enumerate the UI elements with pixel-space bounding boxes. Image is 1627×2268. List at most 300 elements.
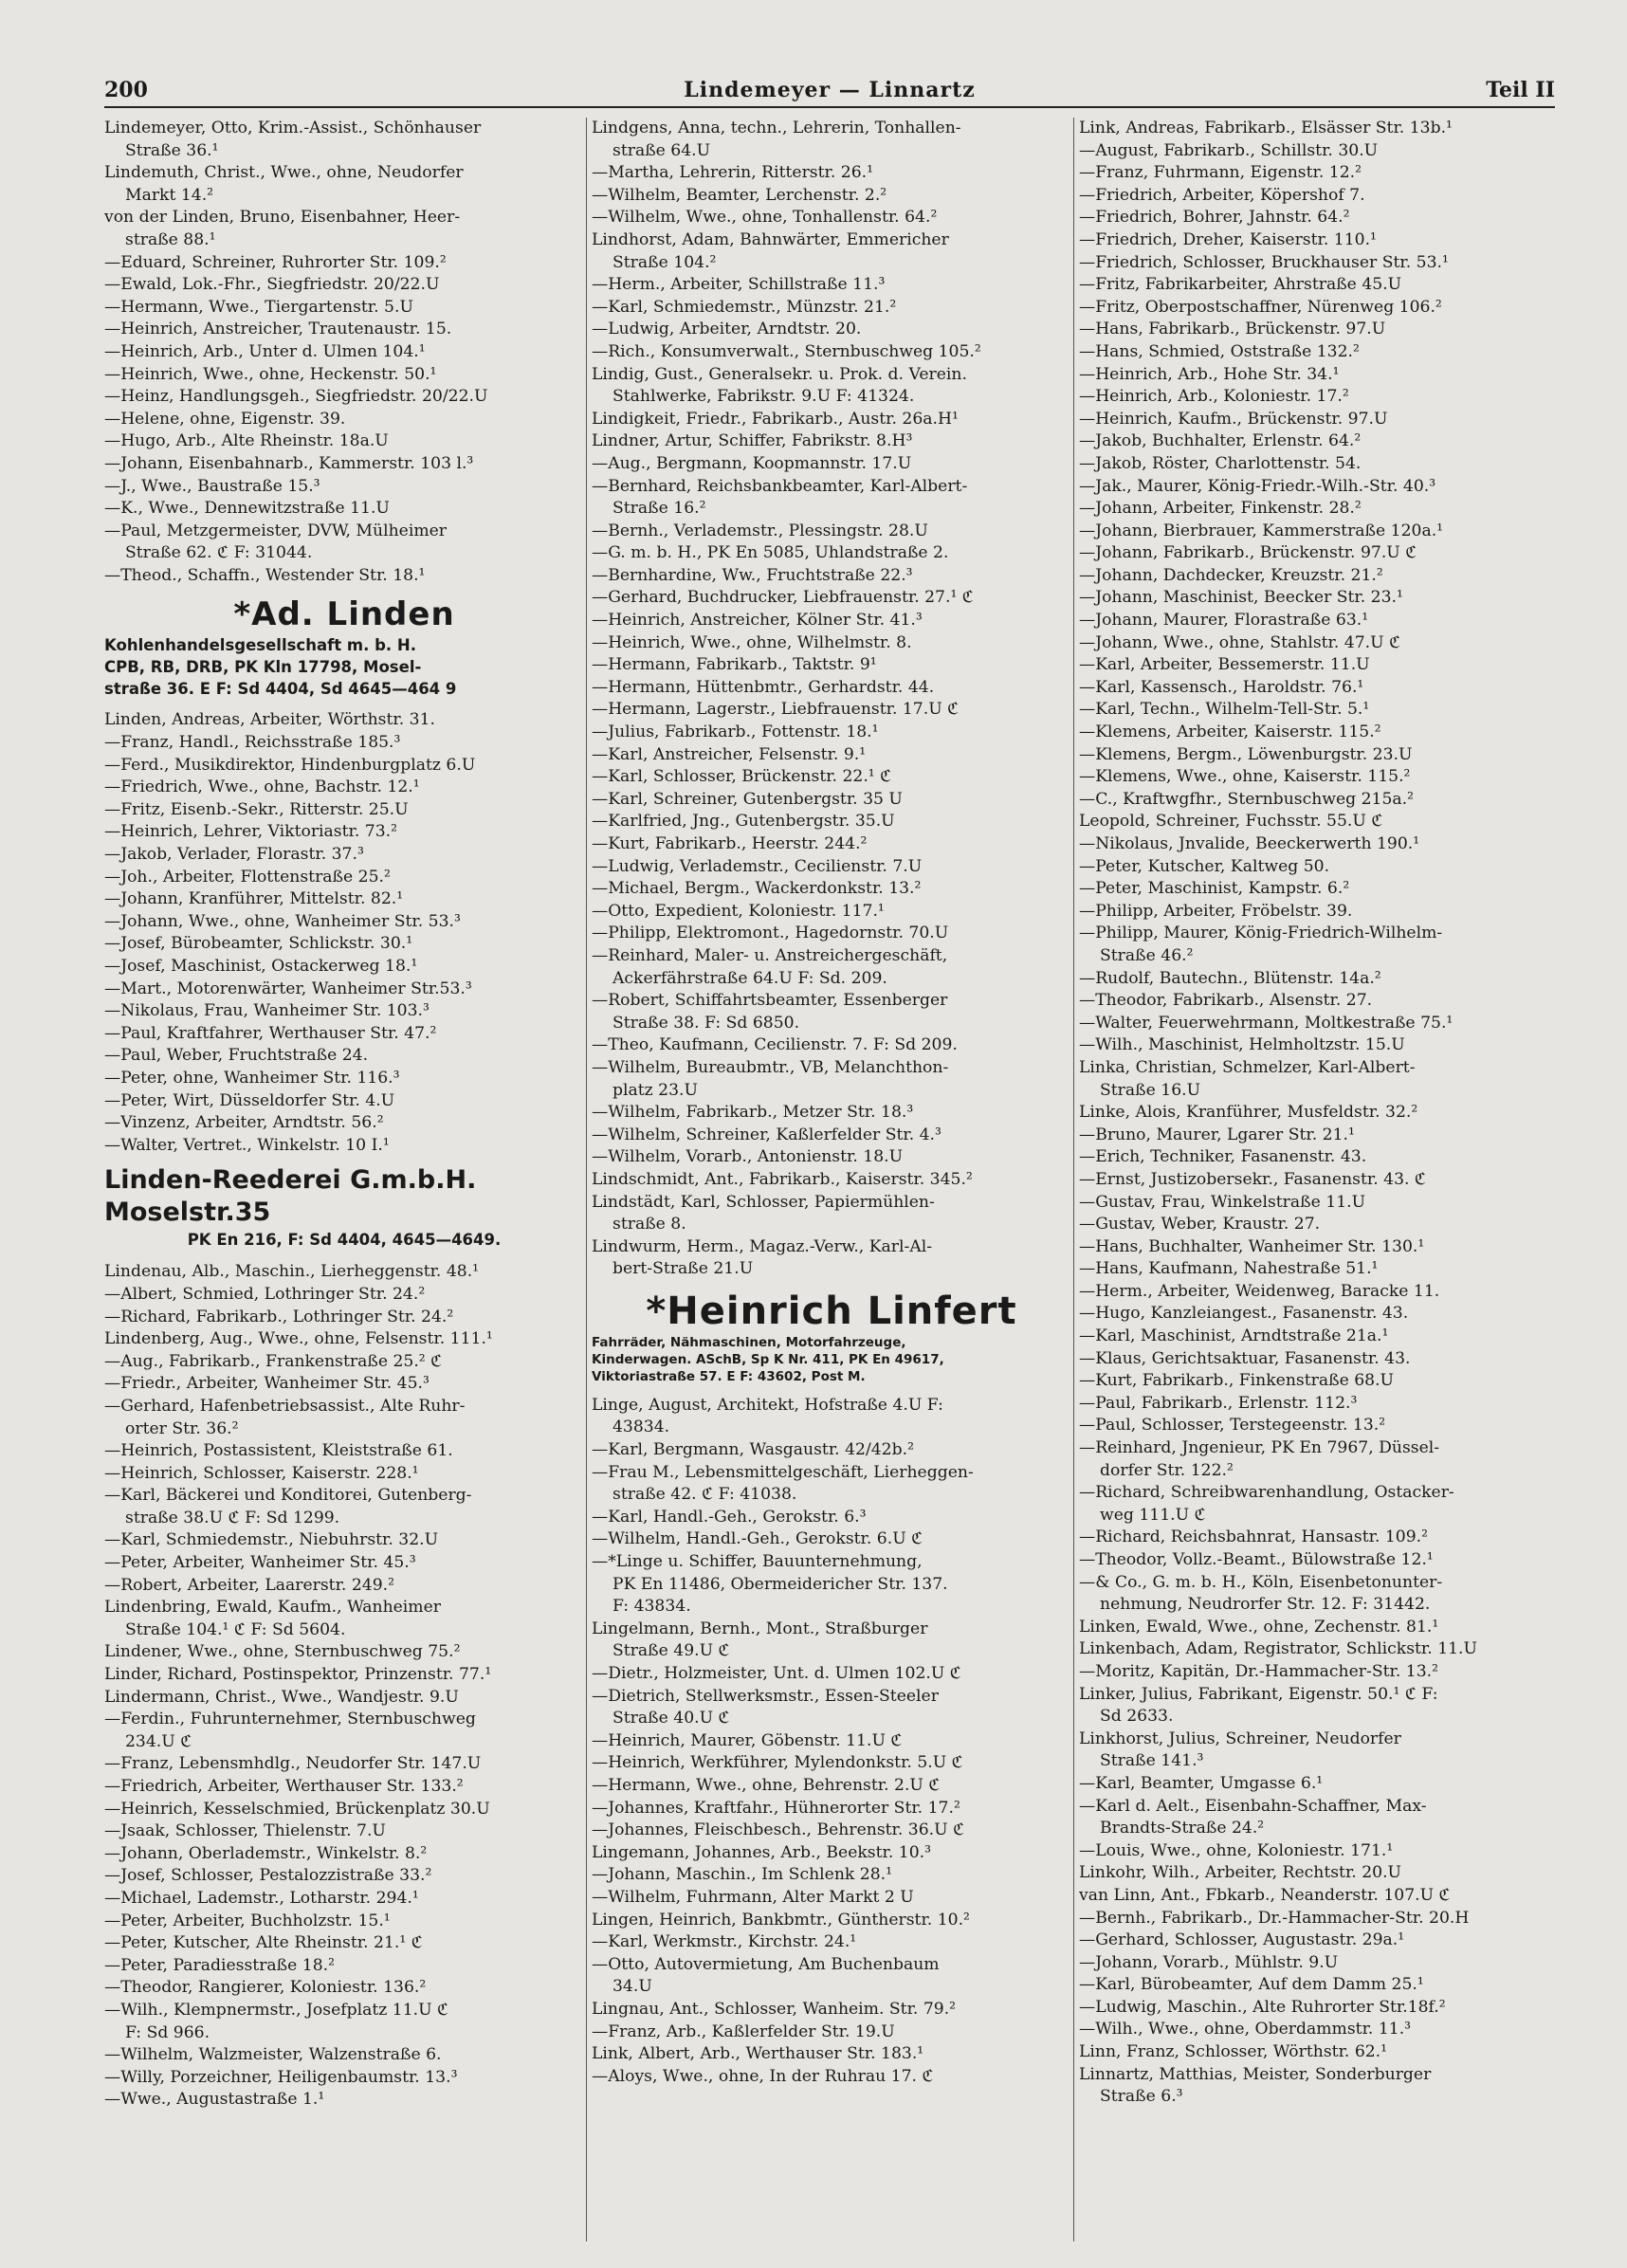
entry-line: —Friedrich, Arbeiter, Werthauser Str. 133.²: [104, 1777, 464, 1796]
entry-line: Lindstädt, Karl, Schlosser, Papiermühlen-: [592, 1192, 935, 1212]
entry-line: —Aloys, Wwe., ohne, In der Ruhrau 17. ℭ: [592, 2066, 934, 2086]
entry-line: —Jak., Maurer, König-Friedr.-Wilh.-Str. 40.³: [1079, 476, 1436, 496]
entry-line: —Bernh., Verlademstr., Plessingstr. 28.U: [592, 521, 928, 540]
entry-line: —August, Fabrikarb., Schillstr. 30.U: [1079, 140, 1379, 160]
entry-line: —Wilhelm, Schreiner, Kaßlerfelder Str. 4.³: [592, 1125, 941, 1144]
entry-line: —Wilh., Maschinist, Helmholtzstr. 15.U: [1079, 1035, 1405, 1055]
directory-entry: [104, 2089, 584, 2112]
column-divider: [1073, 118, 1074, 2241]
directory-entry: [104, 732, 584, 755]
directory-entry: [1079, 766, 1559, 789]
entry-line: —Otto, Autovermietung, Am Buchenbaum: [592, 1954, 940, 1974]
directory-entry: [104, 1687, 584, 1710]
entry-continuation: Straße 16.²: [612, 499, 706, 519]
entry-line: Linken, Ewald, Wwe., ohne, Zechenstr. 81.¹: [1079, 1617, 1439, 1637]
directory-entry: [1079, 565, 1559, 588]
entry-continuation: Straße 104.²: [612, 252, 717, 272]
directory-entry: [104, 1575, 584, 1598]
entry-line: —Karl, Schlosser, Brückenstr. 22.¹ ℭ: [592, 767, 892, 787]
entry-line: —Franz, Handl., Reichsstraße 185.³: [104, 733, 401, 753]
entry-line: Lindig, Gust., Generalsekr. u. Prok. d. Verein.: [592, 364, 967, 384]
entry-continuation: Straße 49.U ℭ: [612, 1641, 730, 1661]
directory-entry: [1079, 1773, 1559, 1796]
columns: [104, 118, 1555, 2241]
directory-entry: [1079, 1169, 1559, 1192]
entry-line: —Heinz, Handlungsgeh., Siegfriedstr. 20/22.U: [104, 387, 488, 407]
directory-entry: [592, 654, 1071, 677]
entry-line: —Klemens, Bergm., Löwenburgstr. 23.U: [1079, 744, 1413, 764]
entry-line: —Friedrich, Wwe., ohne, Bachstr. 12.¹: [104, 777, 420, 797]
directory-entry: [104, 1485, 584, 1529]
directory-entry: [104, 274, 584, 297]
entry-line: —*Linge u. Schiffer, Bauunternehmung,: [592, 1552, 923, 1572]
entry-line: —Karl, Techn., Wilhelm-Tell-Str. 5.¹: [1079, 700, 1370, 720]
entry-line: —Aug., Bergmann, Koopmannstr. 17.U: [592, 453, 912, 473]
entry-line: —Mart., Motorenwärter, Wanheimer Str.53.³: [104, 979, 472, 998]
directory-entry: [1079, 430, 1559, 453]
entry-line: —Kurt, Fabrikarb., Finkenstraße 68.U: [1079, 1371, 1395, 1391]
directory-entry: [1079, 118, 1559, 140]
directory-entry: [1079, 1974, 1559, 1997]
entry-list: [1079, 118, 1559, 2109]
entry-line: Lindner, Artur, Schiffer, Fabrikstr. 8.H³: [592, 431, 913, 451]
entry-line: Lindemeyer, Otto, Krim.-Assist., Schönhauser: [104, 119, 482, 137]
directory-entry: [592, 610, 1071, 632]
directory-entry: [1079, 677, 1559, 700]
directory-entry: [1079, 2019, 1559, 2041]
directory-entry: [592, 1820, 1071, 1842]
entry-line: Lindhorst, Adam, Bahnwärter, Emmericher: [592, 229, 949, 249]
directory-entry: [592, 430, 1071, 453]
entry-line: —Karl d. Aelt., Eisenbahn-Schaffner, Max-: [1079, 1796, 1427, 1816]
entry-line: —Karl, Bäckerei und Konditorei, Gutenberg-: [104, 1486, 472, 1506]
entry-line: —Otto, Expedient, Koloniestr. 117.¹: [592, 901, 885, 921]
entry-line: —Theodor, Rangierer, Koloniestr. 136.²: [104, 1978, 427, 1998]
directory-entry: [104, 252, 584, 275]
directory-entry: [592, 1619, 1071, 1663]
entry-continuation: PK En 11486, Obermeidericher Str. 137.: [612, 1574, 948, 1594]
directory-entry: [1079, 1997, 1559, 2020]
entry-line: —Johannes, Fleischbesch., Behrenstr. 36.U ℭ: [592, 1820, 965, 1840]
directory-entry: [104, 1776, 584, 1799]
entry-line: —Michael, Bergm., Wackerdonkstr. 13.²: [592, 879, 922, 899]
directory-entry: [1079, 1437, 1559, 1482]
entry-continuation: platz 23.U: [612, 1080, 698, 1100]
entry-line: —Erich, Techniker, Fasanenstr. 43.: [1079, 1147, 1367, 1167]
directory-entry: [592, 1146, 1071, 1169]
directory-entry: [1079, 319, 1559, 341]
entry-line: —Martha, Lehrerin, Ritterstr. 26.¹: [592, 163, 873, 183]
directory-entry: [592, 1192, 1071, 1236]
directory-entry: [104, 1373, 584, 1396]
directory-entry: [1079, 521, 1559, 543]
entry-continuation: 43834.: [612, 1418, 670, 1437]
directory-entry: [592, 587, 1071, 610]
directory-entry: [592, 207, 1071, 229]
entry-line: Linn, Franz, Schlosser, Wörthstr. 62.¹: [1079, 2042, 1388, 2062]
entry-line: —Johann, Maurer, Florastraße 63.¹: [1079, 611, 1369, 631]
directory-entry: [592, 1507, 1071, 1529]
entry-line: —Rudolf, Bautechn., Blütenstr. 14a.²: [1079, 968, 1381, 988]
entry-line: —Friedrich, Arbeiter, Köpershof 7.: [1079, 185, 1365, 205]
directory-entry: [104, 1396, 584, 1440]
advert-line: Kohlenhandelsgesellschaft m. b. H.: [104, 636, 417, 655]
entry-line: van Linn, Ant., Fbkarb., Neanderstr. 107.U ℭ: [1079, 1885, 1451, 1905]
directory-entry: [104, 1641, 584, 1664]
entry-line: —Herm., Arbeiter, Schillstraße 11.³: [592, 275, 886, 295]
directory-entry: [592, 162, 1071, 185]
entry-line: —Michael, Lademstr., Lotharstr. 294.¹: [104, 1888, 419, 1908]
entry-line: —Johann, Fabrikarb., Brückenstr. 97.U ℭ: [1079, 543, 1417, 563]
directory-entry: [592, 1954, 1071, 1999]
directory-entry: [1079, 1192, 1559, 1215]
entry-line: —Richard, Fabrikarb., Lothringer Str. 24.²: [104, 1307, 454, 1326]
directory-entry: [592, 1439, 1071, 1462]
directory-entry: [104, 430, 584, 453]
directory-entry: [592, 118, 1071, 162]
directory-entry: [1079, 1326, 1559, 1348]
entry-line: Linker, Julius, Fabrikant, Eigenstr. 50.¹ ℭ F:: [1079, 1684, 1438, 1704]
directory-entry: [104, 521, 584, 565]
directory-entry: [592, 1169, 1071, 1192]
directory-entry: [104, 1307, 584, 1329]
entry-line: —Heinrich, Schlosser, Kaiserstr. 228.¹: [104, 1463, 419, 1483]
directory-entry: [592, 1462, 1071, 1507]
directory-entry: [1079, 1303, 1559, 1326]
directory-entry: [592, 1887, 1071, 1910]
directory-entry: [592, 699, 1071, 722]
directory-entry: [104, 799, 584, 822]
directory-entry: [1079, 476, 1559, 499]
entry-line: von der Linden, Bruno, Eisenbahner, Heer-: [104, 208, 461, 228]
directory-entry: [104, 364, 584, 387]
directory-entry: [592, 923, 1071, 945]
directory-entry: [1079, 699, 1559, 722]
entry-line: Lindschmidt, Ant., Fabrikarb., Kaiserstr. 345.²: [592, 1169, 973, 1189]
directory-entry: [104, 911, 584, 934]
directory-entry: [104, 2000, 584, 2044]
directory-entry: [104, 1440, 584, 1463]
entry-continuation: straße 8.: [612, 1215, 686, 1235]
entry-line: —Robert, Arbeiter, Laarerstr. 249.²: [104, 1575, 394, 1595]
entry-line: —Johann, Wwe., ohne, Stahlstr. 47.U ℭ: [1079, 632, 1401, 652]
directory-entry: [1079, 923, 1559, 967]
entry-line: —Johann, Bierbrauer, Kammerstraße 120a.¹: [1079, 521, 1444, 540]
directory-entry: [104, 1799, 584, 1821]
column-divider: [586, 118, 587, 2241]
entry-line: Lindenberg, Aug., Wwe., ohne, Felsenstr. 111.¹: [104, 1329, 493, 1349]
entry-list: [104, 709, 584, 1157]
entry-line: —Josef, Schlosser, Pestalozzistraße 33.²: [104, 1866, 432, 1886]
directory-entry: [592, 1730, 1071, 1753]
directory-entry: [592, 185, 1071, 208]
entry-line: —Eduard, Schreiner, Ruhrorter Str. 109.²: [104, 252, 447, 272]
entry-continuation: Sd 2633.: [1100, 1707, 1174, 1727]
directory-entry: [592, 744, 1071, 767]
entry-line: —Karl, Kassensch., Haroldstr. 76.¹: [1079, 677, 1364, 697]
directory-entry: [592, 1102, 1071, 1125]
entry-line: —Wilh., Wwe., ohne, Oberdammstr. 11.³: [1079, 2020, 1412, 2039]
directory-entry: [1079, 1930, 1559, 1952]
directory-entry: [1079, 1952, 1559, 1975]
advert-linden-reederei: [104, 1164, 584, 1252]
advert-line: Viktoriastraße 57. E F: 43602, Post M.: [592, 1368, 866, 1384]
directory-entry: [1079, 722, 1559, 744]
running-title: Lindemeyer — Linnartz: [684, 78, 976, 102]
directory-entry: [592, 856, 1071, 879]
entry-line: —Hugo, Kanzleiangest., Fasanenstr. 43.: [1079, 1304, 1409, 1324]
entry-line: —Bernh., Fabrikarb., Dr.-Hammacher-Str. 20.H: [1079, 1908, 1470, 1928]
entry-line: Leopold, Schreiner, Fuchsstr. 55.U ℭ: [1079, 812, 1383, 832]
directory-entry: [592, 1999, 1071, 2021]
directory-entry: [1079, 1572, 1559, 1617]
entry-line: —Jakob, Röster, Charlottenstr. 54.: [1079, 453, 1362, 473]
advert-title: Linden-Reederei G.m.b.H. Moselstr.35: [104, 1165, 477, 1228]
directory-entry: [104, 1023, 584, 1046]
directory-entry: [1079, 1393, 1559, 1416]
entry-continuation: Straße 38. F: Sd 6850.: [612, 1013, 800, 1033]
directory-entry: [104, 709, 584, 732]
directory-entry: [1079, 1214, 1559, 1236]
entry-line: Linnartz, Matthias, Meister, Sonderburger: [1079, 2064, 1432, 2084]
directory-entry: [592, 1034, 1071, 1057]
entry-continuation: weg 111.U ℭ: [1100, 1505, 1206, 1525]
entry-line: —Reinhard, Jngenieur, PK En 7967, Düssel-: [1079, 1438, 1440, 1458]
directory-entry: [1079, 1549, 1559, 1572]
column-3: [1079, 118, 1559, 2241]
directory-entry: [1079, 833, 1559, 856]
entry-line: —Frau M., Lebensmittelgeschäft, Lierheggen-: [592, 1462, 974, 1482]
entry-line: —Heinrich, Kaufm., Brückenstr. 97.U: [1079, 409, 1388, 429]
directory-entry: [1079, 297, 1559, 320]
entry-line: —Johann, Eisenbahnarb., Kammerstr. 103 l.³: [104, 453, 474, 473]
directory-entry: [104, 1045, 584, 1068]
entry-line: Lingen, Heinrich, Bankbmtr., Güntherstr. 10.²: [592, 1910, 970, 1930]
entry-line: —J., Wwe., Baustraße 15.³: [104, 476, 320, 496]
directory-entry: [1079, 1617, 1559, 1639]
entry-line: —Wilh., Klempnermstr., Josefplatz 11.U ℭ: [104, 2000, 449, 2020]
entry-line: —Paul, Weber, Fruchtstraße 24.: [104, 1046, 369, 1066]
entry-line: —Nikolaus, Frau, Wanheimer Str. 103.³: [104, 1001, 430, 1021]
directory-entry: [104, 1911, 584, 1933]
directory-entry: [104, 979, 584, 1001]
directory-entry: [592, 789, 1071, 812]
directory-entry: [592, 521, 1071, 543]
entry-line: —Walter, Vertret., Winkelstr. 10 I.¹: [104, 1135, 390, 1155]
entry-line: —Theod., Schaffn., Westender Str. 18.¹: [104, 565, 426, 585]
directory-entry: [104, 1888, 584, 1911]
entry-line: Linkohr, Wilh., Arbeiter, Rechtstr. 20.U: [1079, 1863, 1402, 1883]
directory-entry: [1079, 1348, 1559, 1371]
entry-line: —Richard, Schreibwarenhandlung, Ostacker-: [1079, 1483, 1454, 1503]
entry-line: —Karl, Beamter, Umgasse 6.¹: [1079, 1773, 1324, 1793]
entry-line: —Heinrich, Kesselschmied, Brückenplatz 30.U: [104, 1799, 490, 1819]
entry-line: —Robert, Schiffahrtsbeamter, Essenberger: [592, 991, 948, 1011]
entry-line: —Peter, Maschinist, Kampstr. 6.²: [1079, 879, 1350, 899]
advert-line: straße 36. E F: Sd 4404, Sd 4645—464 9: [104, 680, 457, 699]
entry-line: —Rich., Konsumverwalt., Sternbuschweg 105.²: [592, 341, 981, 361]
directory-entry: [104, 319, 584, 341]
advert-line: PK En 216, F: Sd 4404, 4645—4649.: [187, 1231, 502, 1250]
entry-line: Linkhorst, Julius, Schreiner, Neudorfer: [1079, 1728, 1401, 1748]
directory-entry: [1079, 1908, 1559, 1930]
directory-entry: [1079, 207, 1559, 229]
entry-line: —Paul, Metzgermeister, DVW, Mülheimer: [104, 521, 448, 540]
directory-entry: [1079, 1034, 1559, 1057]
entry-line: —Heinrich, Anstreicher, Kölner Str. 41.³: [592, 611, 923, 631]
directory-entry: [104, 498, 584, 521]
entry-line: —Ludwig, Arbeiter, Arndtstr. 20.: [592, 320, 862, 339]
entry-list: [104, 1261, 584, 2112]
entry-line: —Franz, Fuhrmann, Eigenstr. 12.²: [1079, 163, 1362, 183]
directory-entry: [1079, 162, 1559, 185]
directory-entry: [104, 1090, 584, 1113]
directory-entry: [1079, 1415, 1559, 1437]
entry-line: —Paul, Schlosser, Terstegeenstr. 13.²: [1079, 1416, 1386, 1436]
entry-line: —Heinrich, Anstreicher, Trautenaustr. 15.: [104, 320, 452, 339]
entry-continuation: Markt 14.²: [125, 185, 214, 205]
directory-entry: [1079, 654, 1559, 677]
entry-line: —Heinrich, Arb., Koloniestr. 17.²: [1079, 387, 1349, 407]
directory-entry: [104, 1112, 584, 1135]
entry-continuation: Straße 40.U ℭ: [612, 1709, 730, 1728]
directory-entry: [592, 453, 1071, 476]
entry-line: —Reinhard, Maler- u. Anstreichergeschäft,: [592, 945, 948, 965]
entry-line: —Fritz, Fabrikarbeiter, Ahrstraße 45.U: [1079, 275, 1402, 295]
entry-line: —Bruno, Maurer, Lgarer Str. 21.¹: [1079, 1125, 1355, 1144]
entry-line: —Helene, ohne, Eigenstr. 39.: [104, 409, 346, 429]
entry-continuation: 34.U: [612, 1977, 652, 1997]
entry-continuation: Stahlwerke, Fabrikstr. 9.U F: 41324.: [612, 387, 915, 407]
directory-entry: [1079, 811, 1559, 833]
directory-entry: [1079, 1125, 1559, 1147]
directory-entry: [104, 409, 584, 431]
entry-line: Lingnau, Ant., Schlosser, Wanheim. Str. 79.²: [592, 1999, 957, 2019]
directory-entry: [1079, 610, 1559, 632]
entry-line: —Wilhelm, Fabrikarb., Metzer Str. 18.³: [592, 1103, 914, 1123]
entry-line: —Friedrich, Bohrer, Jahnstr. 64.²: [1079, 208, 1350, 228]
entry-line: —Wilhelm, Walzmeister, Walzenstraße 6.: [104, 2045, 442, 2065]
directory-entry: [1079, 364, 1559, 387]
entry-line: —K., Wwe., Dennewitzstraße 11.U: [104, 499, 390, 519]
directory-entry: [1079, 1102, 1559, 1125]
entry-continuation: orter Str. 36.²: [125, 1418, 239, 1438]
entry-line: —Peter, Wirt, Düsseldorfer Str. 4.U: [104, 1090, 395, 1110]
directory-entry: [1079, 789, 1559, 812]
entry-line: —Ferd., Musikdirektor, Hindenburgplatz 6.U: [104, 755, 476, 775]
directory-entry: [104, 844, 584, 867]
entry-line: —Hans, Fabrikarb., Brückenstr. 97.U: [1079, 320, 1386, 339]
entry-line: —Moritz, Kapitän, Dr.-Hammacher-Str. 13.²: [1079, 1661, 1438, 1681]
entry-list: [592, 118, 1071, 1281]
entry-line: —Peter, Arbeiter, Wanheimer Str. 45.³: [104, 1553, 416, 1573]
directory-entry: [592, 476, 1071, 521]
entry-line: —Wilhelm, Wwe., ohne, Tonhallenstr. 64.²: [592, 208, 938, 228]
entry-line: —Kurt, Fabrikarb., Heerstr. 244.²: [592, 834, 868, 853]
entry-line: —Franz, Lebensmhdlg., Neudorfer Str. 147.U: [104, 1754, 482, 1774]
entry-line: Link, Andreas, Fabrikarb., Elsässer Str. 13b.¹: [1079, 119, 1453, 137]
directory-entry: [1079, 1146, 1559, 1169]
entry-continuation: Straße 141.³: [1100, 1751, 1204, 1771]
directory-entry: [104, 1261, 584, 1284]
entry-line: —Wwe., Augustastraße 1.¹: [104, 2090, 325, 2110]
entry-line: —Albert, Schmied, Lothringer Str. 24.²: [104, 1284, 426, 1304]
directory-entry: [1079, 2041, 1559, 2064]
entry-line: —Hermann, Lagerstr., Liebfrauenstr. 17.U ℭ: [592, 700, 960, 720]
entry-line: —Karl, Arbeiter, Bessemerstr. 11.U: [1079, 655, 1370, 675]
directory-entry: [1079, 1885, 1559, 1908]
directory-entry: [1079, 1013, 1559, 1035]
directory-entry: [592, 1864, 1071, 1887]
entry-line: —Ernst, Justizobersekr., Fasanenstr. 43. ℭ: [1079, 1169, 1427, 1189]
entry-line: —Karl, Handl.-Geh., Gerokstr. 6.³: [592, 1507, 867, 1527]
entry-line: —Vinzenz, Arbeiter, Arndtstr. 56.²: [104, 1113, 384, 1133]
entry-line: —Wilhelm, Fuhrmann, Alter Markt 2 U: [592, 1887, 914, 1907]
directory-entry: [592, 2043, 1071, 2066]
directory-entry: [104, 933, 584, 956]
entry-line: —Johann, Oberlademstr., Winkelstr. 8.²: [104, 1843, 428, 1863]
entry-line: —Johann, Maschin., Im Schlenk 28.¹: [592, 1865, 892, 1885]
directory-entry: [1079, 1370, 1559, 1393]
directory-entry: [592, 2066, 1071, 2089]
entry-continuation: F: 43834.: [612, 1597, 691, 1617]
entry-list: [592, 1395, 1071, 2088]
directory-entry: [104, 1328, 584, 1351]
directory-entry: [592, 1236, 1071, 1281]
entry-continuation: Brandts-Straße 24.²: [1100, 1819, 1265, 1838]
directory-entry: [104, 1463, 584, 1486]
entry-line: —Louis, Wwe., ohne, Koloniestr. 171.¹: [1079, 1840, 1394, 1860]
entry-line: —Bernhardine, Ww., Fruchtstraße 22.³: [592, 565, 913, 585]
entry-line: —Hans, Schmied, Oststraße 132.²: [1079, 341, 1360, 361]
directory-entry: [1079, 1482, 1559, 1527]
directory-entry: [1079, 453, 1559, 476]
entry-line: —Gerhard, Hafenbetriebsassist., Alte Ruhr-: [104, 1396, 466, 1416]
entry-line: Link, Albert, Arb., Werthauser Str. 183.¹: [592, 2044, 924, 2064]
directory-entry: [592, 364, 1071, 409]
entry-line: —Karlfried, Jng., Gutenbergstr. 35.U: [592, 812, 895, 832]
advert-line: Kinderwagen. ASchB, Sp K Nr. 411, PK En 49617,: [592, 1351, 944, 1367]
directory-entry: [104, 297, 584, 320]
entry-continuation: nehmung, Neudrorfer Str. 12. F: 31442.: [1100, 1595, 1431, 1615]
entry-line: Lingemann, Johannes, Arb., Beekstr. 10.³: [592, 1842, 931, 1862]
entry-continuation: dorfer Str. 122.²: [1100, 1460, 1234, 1480]
entry-line: —Hermann, Wwe., Tiergartenstr. 5.U: [104, 297, 413, 317]
directory-entry: [1079, 990, 1559, 1013]
directory-entry: [104, 341, 584, 364]
directory-entry: [592, 274, 1071, 297]
entry-continuation: straße 88.¹: [125, 229, 216, 249]
directory-entry: [104, 1135, 584, 1158]
directory-entry: [592, 901, 1071, 924]
entry-line: —Klaus, Gerichtsaktuar, Fasanenstr. 43.: [1079, 1348, 1411, 1368]
entry-line: —Theodor, Vollz.-Beamt., Bülowstraße 12.¹: [1079, 1550, 1434, 1569]
directory-entry: [592, 811, 1071, 833]
entry-line: —Johann, Maschinist, Beecker Str. 23.¹: [1079, 588, 1403, 608]
directory-entry: [592, 1686, 1071, 1730]
entry-line: —Ferdin., Fuhrunternehmer, Sternbuschweg: [104, 1710, 476, 1729]
entry-line: —Dietr., Holzmeister, Unt. d. Ulmen 102.U ℭ: [592, 1664, 961, 1683]
directory-entry: [104, 565, 584, 588]
entry-line: —Johann, Dachdecker, Kreuzstr. 21.²: [1079, 565, 1383, 585]
entry-line: —Aug., Fabrikarb., Frankenstraße 25.² ℭ: [104, 1351, 443, 1371]
directory-entry: [592, 1931, 1071, 1954]
directory-entry: [104, 118, 584, 162]
directory-entry: [592, 341, 1071, 364]
directory-entry: [1079, 1638, 1559, 1661]
directory-entry: [592, 722, 1071, 744]
directory-entry: [1079, 587, 1559, 610]
